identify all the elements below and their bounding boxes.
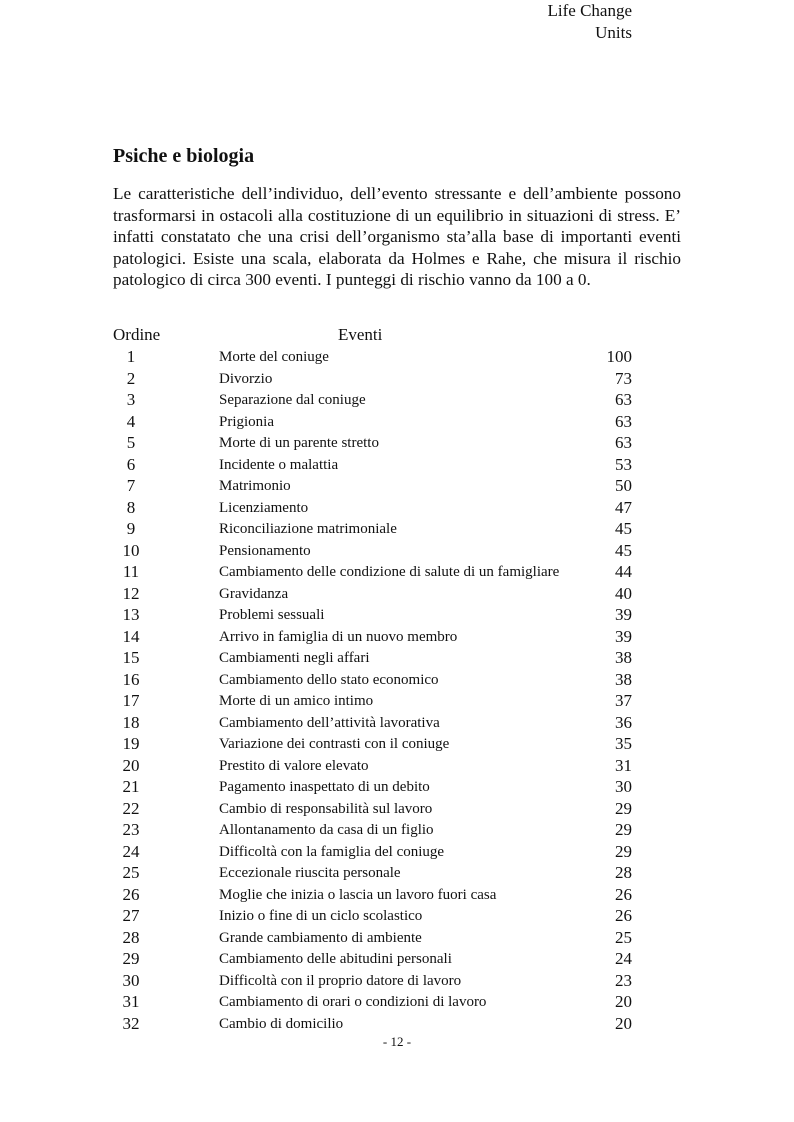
table-row: [0, 948, 794, 970]
row-event: Moglie che inizia o lascia un lavoro fuori casa: [219, 886, 497, 903]
table-row: [0, 905, 794, 927]
row-order: 30: [122, 970, 140, 990]
column-header-order: Ordine: [113, 325, 161, 344]
page-number: - 12 -: [382, 1034, 412, 1049]
row-order: 7: [126, 476, 136, 495]
row-units: 36: [615, 712, 632, 732]
table-row: [0, 497, 794, 519]
row-event: Cambiamento di orari o condizioni di lavoro: [219, 994, 487, 1010]
row-event: Prigionia: [219, 413, 274, 430]
row-order: 3: [126, 390, 136, 409]
table-row: [0, 561, 794, 583]
row-event: Allontanamento da casa di un figlio: [219, 822, 434, 838]
row-units: 100: [606, 347, 632, 366]
row-order: 12: [122, 583, 140, 603]
row-units: 29: [615, 820, 632, 839]
row-event: Morte di un parente stretto: [219, 435, 379, 451]
row-order: 22: [122, 798, 140, 818]
row-order: 32: [122, 1013, 140, 1033]
row-event: Cambio di responsabilità sul lavoro: [219, 800, 433, 817]
row-units: 37: [615, 691, 632, 710]
table-row: [0, 411, 794, 433]
table-row: [0, 604, 794, 626]
row-units: 47: [615, 497, 632, 517]
table-row: [0, 540, 794, 562]
row-event: Licenziamento: [219, 499, 309, 516]
row-event: Cambiamento dell’attività lavorativa: [219, 714, 440, 731]
table-row: [0, 884, 794, 906]
table-row: [0, 755, 794, 777]
row-event: Arrivo in famiglia di un nuovo membro: [219, 628, 458, 645]
row-order: 27: [122, 906, 140, 925]
table-row: [0, 970, 794, 992]
row-event: Grande cambiamento di ambiente: [219, 929, 422, 946]
row-units: 63: [615, 390, 632, 409]
table-row: [0, 1013, 794, 1035]
row-units: 25: [615, 927, 632, 947]
row-event: Inizio o fine di un ciclo scolastico: [219, 908, 423, 924]
row-order: 11: [122, 562, 140, 581]
row-order: 8: [126, 497, 136, 517]
row-units: 53: [615, 454, 632, 474]
row-event: Morte del coniuge: [219, 349, 329, 365]
events-table: [0, 346, 794, 1034]
row-order: 14: [122, 626, 140, 646]
row-order: 15: [122, 648, 140, 667]
row-units: 50: [615, 476, 632, 495]
table-row: [0, 518, 794, 540]
row-event: Prestito di valore elevato: [219, 757, 369, 774]
row-order: 29: [122, 949, 140, 968]
row-units: 40: [615, 583, 632, 603]
row-order: 26: [122, 884, 140, 904]
row-order: 21: [122, 777, 140, 796]
row-units: 26: [615, 906, 632, 925]
table-row: [0, 583, 794, 605]
table-row: [0, 819, 794, 841]
row-units: 45: [615, 519, 632, 538]
row-order: 28: [122, 927, 140, 947]
table-row: [0, 454, 794, 476]
row-units: 39: [615, 626, 632, 646]
row-order: 1: [126, 347, 136, 366]
row-units: 39: [615, 605, 632, 624]
table-row: [0, 991, 794, 1013]
row-order: 20: [122, 755, 140, 775]
table-row: [0, 862, 794, 884]
row-order: 25: [122, 863, 140, 882]
row-order: 23: [122, 820, 140, 839]
table-row: [0, 776, 794, 798]
table-row: [0, 368, 794, 390]
row-units: 63: [615, 433, 632, 452]
table-row: [0, 669, 794, 691]
row-units: 29: [615, 798, 632, 818]
row-event: Cambiamento delle condizione di salute di un famigliare: [219, 564, 560, 580]
row-event: Morte di un amico intimo: [219, 693, 374, 709]
intro-paragraph: Le caratteristiche dell’individuo, dell’evento stressante e dell’ambiente possono trasformarsi in ostacoli alla costituzione di un equilibrio in situazioni di stress. E’ infatti constatato che una crisi dell’organismo sta’alla base di importanti eventi patologici. Esiste una scala, elaborata da Holmes e Rahe, che misura il rischio patologico di circa 300 eventi. I punteggi di rischio vanno da 100 a 0.: [113, 184, 681, 290]
row-event: Gravidanza: [219, 585, 289, 602]
row-units: 31: [615, 755, 632, 775]
table-row: [0, 626, 794, 648]
table-row: [0, 927, 794, 949]
row-units: 24: [615, 949, 632, 968]
row-order: 9: [126, 519, 136, 538]
row-units: 23: [615, 970, 632, 990]
table-row: [0, 475, 794, 497]
row-event: Problemi sessuali: [219, 607, 325, 623]
row-event: Matrimonio: [219, 478, 291, 494]
row-units: 38: [615, 648, 632, 667]
row-order: 16: [122, 669, 140, 689]
table-row: [0, 389, 794, 411]
row-units: 26: [615, 884, 632, 904]
row-event: Cambiamento dello stato economico: [219, 671, 439, 688]
table-row: [0, 841, 794, 863]
row-units: 29: [615, 841, 632, 861]
table-row: [0, 712, 794, 734]
row-event: Separazione dal coniuge: [219, 392, 366, 408]
row-order: 2: [126, 368, 136, 388]
row-event: Cambiamenti negli affari: [219, 650, 370, 666]
row-units: 30: [615, 777, 632, 796]
row-order: 4: [126, 411, 136, 431]
table-row: [0, 690, 794, 712]
section-heading: Psiche e biologia: [113, 145, 255, 167]
row-event: Difficoltà con la famiglia del coniuge: [219, 843, 445, 860]
column-header-units: Life Change Units: [547, 1, 632, 42]
row-event: Variazione dei contrasti con il coniuge: [219, 736, 450, 752]
table-row: [0, 798, 794, 820]
row-units: 35: [615, 734, 632, 753]
row-event: Divorzio: [219, 370, 273, 387]
row-order: 6: [126, 454, 136, 474]
row-units: 38: [615, 669, 632, 689]
row-event: Riconciliazione matrimoniale: [219, 521, 397, 537]
row-units: 44: [615, 562, 632, 581]
row-event: Pensionamento: [219, 542, 311, 559]
row-order: 24: [122, 841, 140, 861]
row-order: 31: [122, 992, 140, 1011]
row-order: 18: [122, 712, 140, 732]
table-row: [0, 647, 794, 669]
row-units: 20: [615, 1013, 632, 1033]
table-row: [0, 733, 794, 755]
row-event: Incidente o malattia: [219, 456, 339, 473]
row-order: 5: [126, 433, 136, 452]
column-header-events: Eventi: [338, 325, 383, 344]
row-event: Cambiamento delle abitudini personali: [219, 951, 452, 967]
row-event: Cambio di domicilio: [219, 1015, 344, 1032]
row-order: 17: [122, 691, 140, 710]
row-event: Eccezionale riuscita personale: [219, 865, 401, 881]
row-order: 10: [122, 540, 140, 560]
row-event: Pagamento inaspettato di un debito: [219, 779, 430, 795]
row-units: 28: [615, 863, 632, 882]
table-row: [0, 346, 794, 368]
row-order: 19: [122, 734, 140, 753]
row-order: 13: [122, 605, 140, 624]
row-units: 63: [615, 411, 632, 431]
table-row: [0, 432, 794, 454]
row-units: 20: [615, 992, 632, 1011]
row-units: 73: [615, 368, 632, 388]
row-units: 45: [615, 540, 632, 560]
row-event: Difficoltà con il proprio datore di lavoro: [219, 972, 462, 989]
